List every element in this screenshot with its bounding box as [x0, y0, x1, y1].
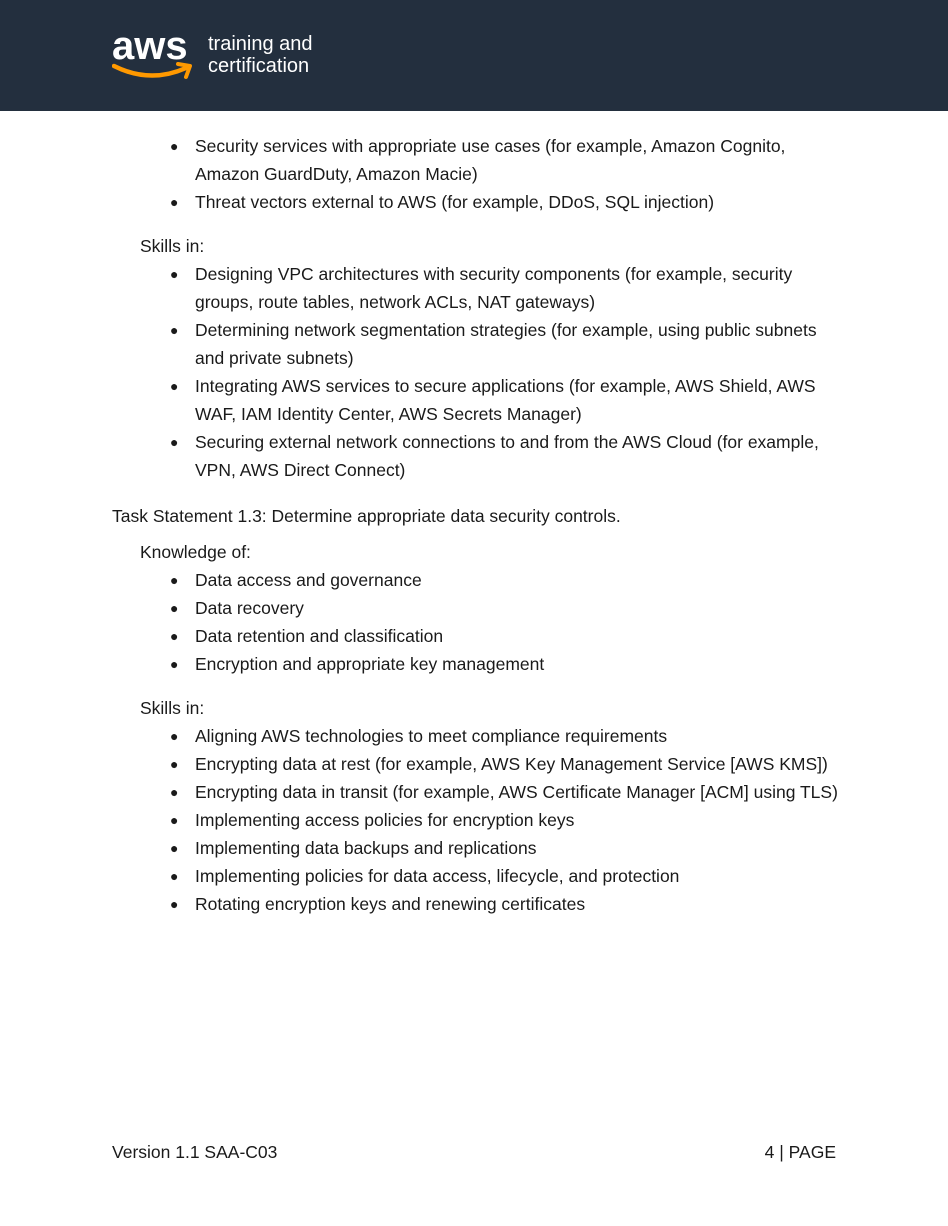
- skills-list: [112, 722, 842, 918]
- logo-tagline-line2: certification: [208, 55, 310, 77]
- aws-smile-icon: [112, 60, 198, 84]
- logo-tagline-line1: training and: [208, 33, 313, 55]
- bullet-icon: ●: [170, 656, 179, 672]
- skills-list: [112, 260, 842, 484]
- list-item: ● Implementing data backups and replications: [112, 834, 842, 862]
- footer-version: Version 1.1 SAA-C03: [112, 1142, 278, 1162]
- bullet-icon: ●: [170, 868, 179, 884]
- list-item: ● Implementing access policies for encryption keys: [112, 806, 842, 834]
- aws-logo-word: aws: [112, 24, 188, 68]
- list-item: ● Designing VPC architectures with security components (for example, security groups, route tables, network ACLs, NAT gateways): [112, 260, 842, 316]
- bullet-icon: ●: [170, 434, 179, 450]
- logo-tagline: [208, 33, 313, 77]
- bullet-icon: ●: [170, 600, 179, 616]
- bullet-icon: ●: [170, 784, 179, 800]
- bullet-icon: ●: [170, 812, 179, 828]
- document-body: [112, 132, 842, 918]
- list-item: ● Determining network segmentation strategies (for example, using public subnets and private subnets): [112, 316, 842, 372]
- bullet-icon: ●: [170, 266, 179, 282]
- list-item: ● Data access and governance: [112, 566, 842, 594]
- list-item: ● Threat vectors external to AWS (for example, DDoS, SQL injection): [112, 188, 842, 216]
- aws-logo: [112, 26, 198, 86]
- list-item: ● Encrypting data in transit (for example, AWS Certificate Manager [ACM] using TLS): [112, 778, 842, 806]
- list-item: ● Encryption and appropriate key management: [112, 650, 842, 678]
- bullet-icon: ●: [170, 728, 179, 744]
- list-item: ● Rotating encryption keys and renewing certificates: [112, 890, 842, 918]
- bullet-icon: ●: [170, 756, 179, 772]
- footer-page-number: 4 | PAGE: [764, 1142, 836, 1162]
- list-item: ● Implementing policies for data access, lifecycle, and protection: [112, 862, 842, 890]
- bullet-icon: ●: [170, 322, 179, 338]
- bullet-icon: ●: [170, 194, 179, 210]
- list-item: ● Aligning AWS technologies to meet compliance requirements: [112, 722, 842, 750]
- list-item: ● Data recovery: [112, 594, 842, 622]
- list-item: ● Data retention and classification: [112, 622, 842, 650]
- list-item: ● Encrypting data at rest (for example, AWS Key Management Service [AWS KMS]): [112, 750, 842, 778]
- list-item: ● Security services with appropriate use cases (for example, Amazon Cognito, Amazon GuardDuty, Amazon Macie): [112, 132, 842, 188]
- list-item: ● Securing external network connections to and from the AWS Cloud (for example, VPN, AWS Direct Connect): [112, 428, 842, 484]
- bullet-icon: ●: [170, 572, 179, 588]
- skills-heading: Skills in:: [140, 236, 205, 256]
- bullet-icon: ●: [170, 628, 179, 644]
- knowledge-list-continued: [112, 132, 842, 216]
- page-header: [0, 0, 948, 111]
- knowledge-list: [112, 566, 842, 678]
- bullet-icon: ●: [170, 138, 179, 154]
- bullet-icon: ●: [170, 896, 179, 912]
- bullet-icon: ●: [170, 840, 179, 856]
- task-statement-heading: Task Statement 1.3: Determine appropriate data security controls.: [112, 506, 621, 526]
- skills-heading: Skills in:: [140, 698, 205, 718]
- list-item: ● Integrating AWS services to secure applications (for example, AWS Shield, AWS WAF, IAM Identity Center, AWS Secrets Manager): [112, 372, 842, 428]
- knowledge-heading: Knowledge of:: [140, 542, 251, 562]
- bullet-icon: ●: [170, 378, 179, 394]
